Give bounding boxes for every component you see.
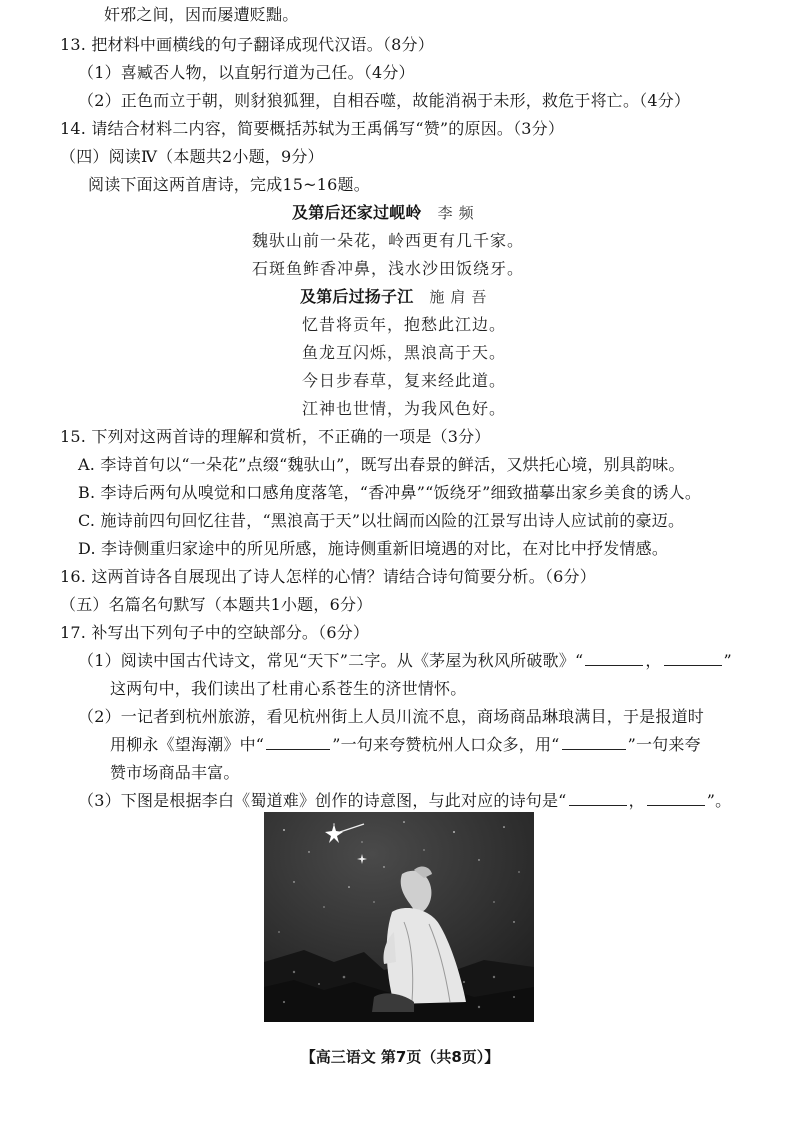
option-a: A. 李诗首句以“一朵花”点缀“魏驮山”，既写出春景的鲜活，又烘托心境，别具韵味。 [78, 455, 685, 474]
poem-2-poet: 施肩吾 [429, 288, 493, 306]
poem-1-title: 及第后还家过岘岭 [292, 203, 422, 222]
question-17: 17. 补写出下列句子中的空缺部分。（6分） [60, 623, 370, 642]
question-17-part-2-end: 赞市场商品丰富。 [110, 763, 240, 782]
poem-2-verse: 今日步春草，复来经此道。 [302, 371, 507, 390]
text-line: 奸邪之间，因而屡遭贬黜。 [104, 5, 299, 24]
page-footer: 【高三语文 第7页（共8页）】 [300, 1048, 500, 1066]
poem-2-verse: 鱼龙互闪烁，黑浪高于天。 [302, 343, 507, 362]
answer-blank[interactable] [664, 651, 722, 666]
question-13-part-1: （1）喜臧否人物，以直躬行道为己任。（4分） [78, 63, 415, 82]
question-13-part-2: （2）正色而立于朝，则豺狼狐狸，自相吞噬，故能消祸于未形，救危于将亡。（4分） [78, 91, 691, 110]
answer-blank[interactable] [266, 735, 330, 750]
question-13: 13. 把材料中画横线的句子翻译成现代汉语。（8分） [60, 35, 434, 54]
poem-1-heading [292, 202, 480, 224]
question-17-part-1 [78, 650, 732, 672]
blank-separator: ， [645, 651, 662, 670]
question-17-part-3 [78, 790, 731, 812]
section-5-heading: （五）名篇名句默写（本题共1小题，6分） [60, 595, 373, 614]
part-2-text: ”一句来夸 [627, 735, 701, 754]
closing-quote: ” [723, 651, 732, 670]
part-2-text: 用柳永《望海潮》中“ [110, 735, 265, 754]
part-2-text: ”一句来夸赞杭州人口众多，用“ [332, 735, 560, 754]
poem-1-verse: 石斑鱼鲊香冲鼻，浅水沙田饭绕牙。 [252, 259, 525, 278]
option-d: D. 李诗侧重归家途中的所见所感，施诗侧重新旧境遇的对比，在对比中抒发情感。 [78, 539, 669, 558]
question-14: 14. 请结合材料二内容，简要概括苏轼为王禹偁写“赞”的原因。（3分） [60, 119, 565, 138]
question-17-part-2-cont [110, 734, 701, 756]
reading-instruction: 阅读下面这两首唐诗，完成15~16题。 [88, 175, 370, 194]
question-15: 15. 下列对这两首诗的理解和赏析，不正确的一项是（3分） [60, 427, 491, 446]
poem-2-verse: 忆昔将贡年，抱愁此江边。 [302, 315, 507, 334]
closing-quote: ”。 [706, 791, 732, 810]
answer-blank[interactable] [647, 791, 705, 806]
part-1-text: （1）阅读中国古代诗文，常见“天下”二字。从《茅屋为秋风所破歌》“ [78, 651, 584, 670]
question-16: 16. 这两首诗各自展现出了诗人怎样的心情？请结合诗句简要分析。（6分） [60, 567, 596, 586]
option-b: B. 李诗后两句从嗅觉和口感角度落笔，“香冲鼻”“饭绕牙”细致描摹出家乡美食的诱人。 [78, 483, 702, 502]
blank-separator: ， [628, 791, 645, 810]
answer-blank[interactable] [562, 735, 626, 750]
question-17-part-2: （2）一记者到杭州旅游，看见杭州街上人员川流不息，商场商品琳琅满目，于是报道时 [78, 707, 704, 726]
poem-1-poet: 李频 [437, 204, 480, 222]
poem-2-heading [300, 286, 492, 308]
answer-blank[interactable] [585, 651, 643, 666]
section-4-heading: （四）阅读Ⅳ（本题共2小题，9分） [60, 147, 324, 166]
part-3-text: （3）下图是根据李白《蜀道难》创作的诗意图，与此对应的诗句是“ [78, 791, 567, 810]
poem-2-verse: 江神也世情，为我风色好。 [302, 399, 507, 418]
poem-2-title: 及第后过扬子江 [300, 287, 414, 306]
question-17-part-1-cont: 这两句中，我们读出了杜甫心系苍生的济世情怀。 [110, 679, 467, 698]
answer-blank[interactable] [569, 791, 627, 806]
option-c: C. 施诗前四句回忆往昔，“黑浪高于天”以壮阔而凶险的江景写出诗人应试前的豪迈。 [78, 511, 685, 530]
poem-1-verse: 魏驮山前一朵花，岭西更有几千家。 [252, 231, 525, 250]
poem-illustration [264, 812, 534, 1022]
